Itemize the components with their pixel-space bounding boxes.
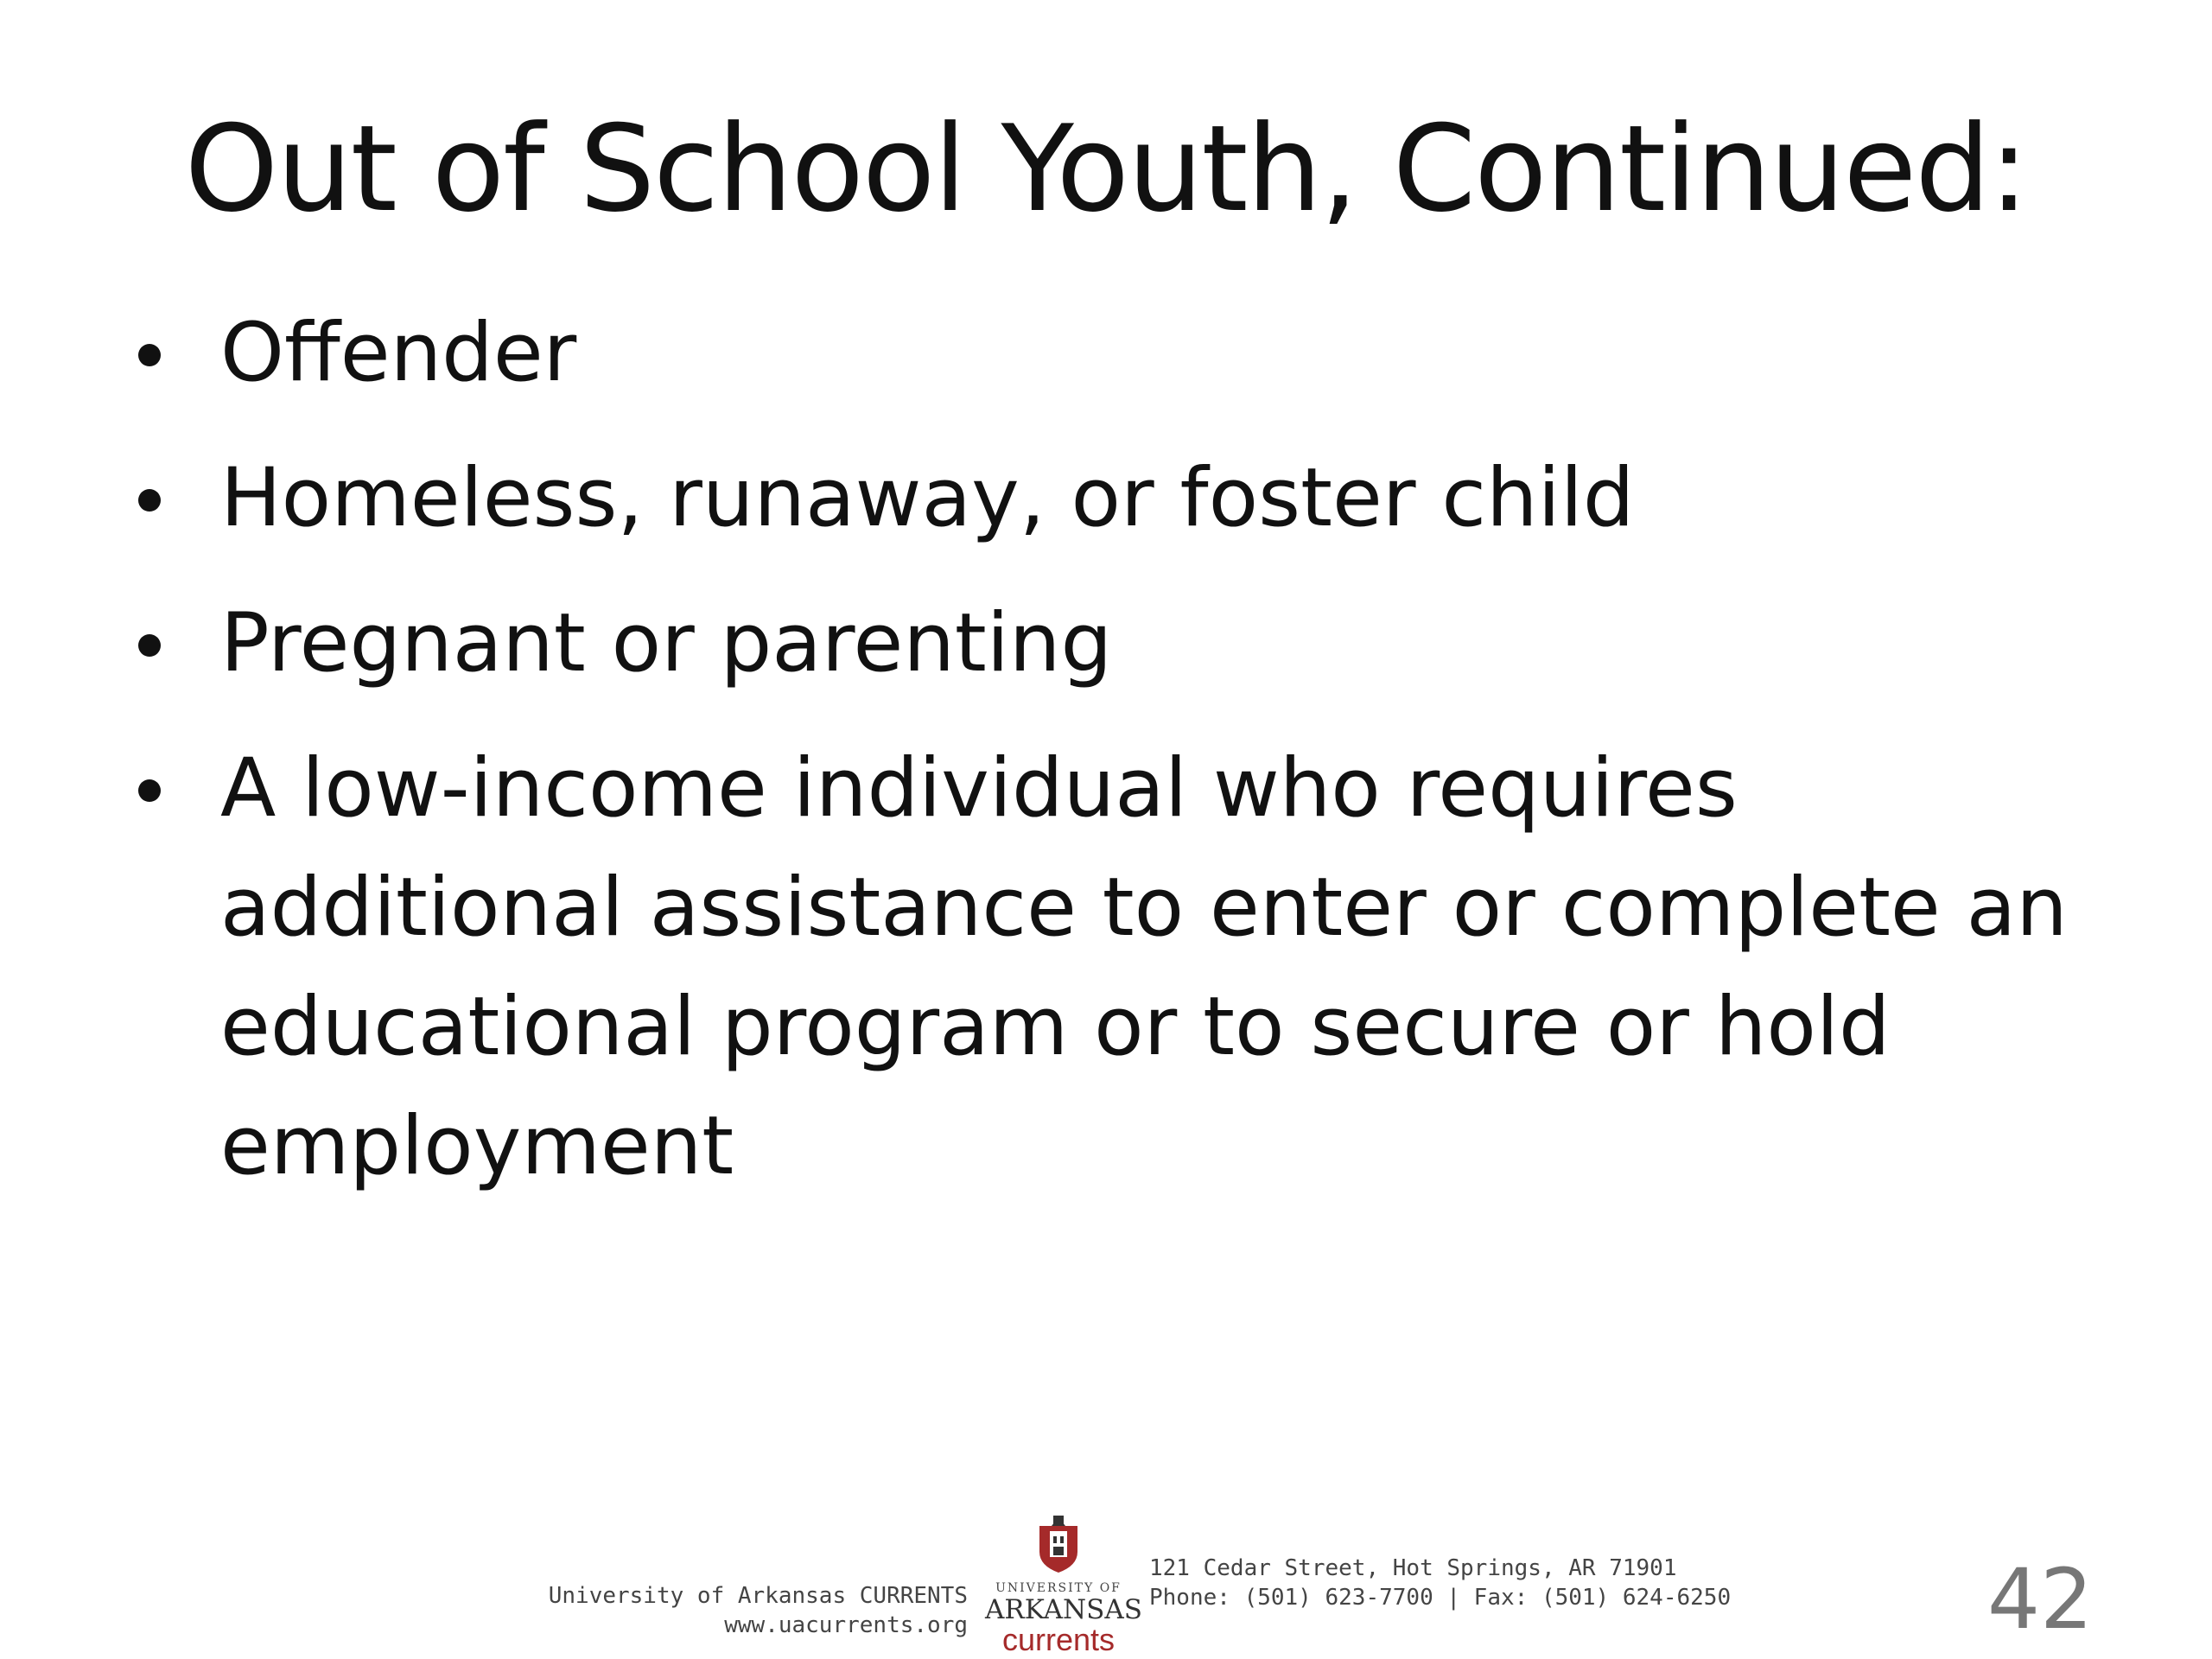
bullet-text: Pregnant or parenting <box>220 596 1113 690</box>
university-logo <box>985 1514 1143 1657</box>
bullet-item <box>130 729 2074 1206</box>
slide-title: Out of School Youth, Continued: <box>184 99 2028 238</box>
logo-university-text: UNIVERSITY OF <box>995 1581 1122 1595</box>
bullet-text: Offender <box>220 306 577 400</box>
footer-address: 121 Cedar Street, Hot Springs, AR 71901 <box>1149 1555 1677 1581</box>
bullet-dot-icon <box>138 634 161 657</box>
footer-contact-info <box>1149 1554 1731 1612</box>
footer-website: www.uacurrents.org <box>724 1612 968 1638</box>
footer <box>0 1503 2212 1659</box>
page-number: 42 <box>1987 1551 2094 1648</box>
bullet-list <box>130 294 2074 1232</box>
bullet-dot-icon <box>138 779 161 802</box>
bullet-text: A low-income individual who requires additional assistance to enter or complete an educational program or to secure or hold employment <box>220 741 2068 1193</box>
bullet-item <box>130 439 2074 558</box>
old-main-tower-icon <box>1034 1514 1083 1574</box>
bullet-item <box>130 294 2074 413</box>
footer-org-name: University of Arkansas CURRENTS <box>548 1583 968 1609</box>
bullet-text: Homeless, runaway, or foster child <box>220 451 1635 545</box>
bullet-dot-icon <box>138 489 161 512</box>
footer-phone-fax: Phone: (501) 623-7700 | Fax: (501) 624-6250 <box>1149 1585 1732 1611</box>
logo-arkansas-text: ARKANSAS <box>985 1594 1143 1625</box>
logo-currents-text: currents <box>1001 1622 1116 1657</box>
bullet-dot-icon <box>138 344 161 366</box>
bullet-item <box>130 584 2074 703</box>
footer-org-info <box>549 1581 968 1640</box>
